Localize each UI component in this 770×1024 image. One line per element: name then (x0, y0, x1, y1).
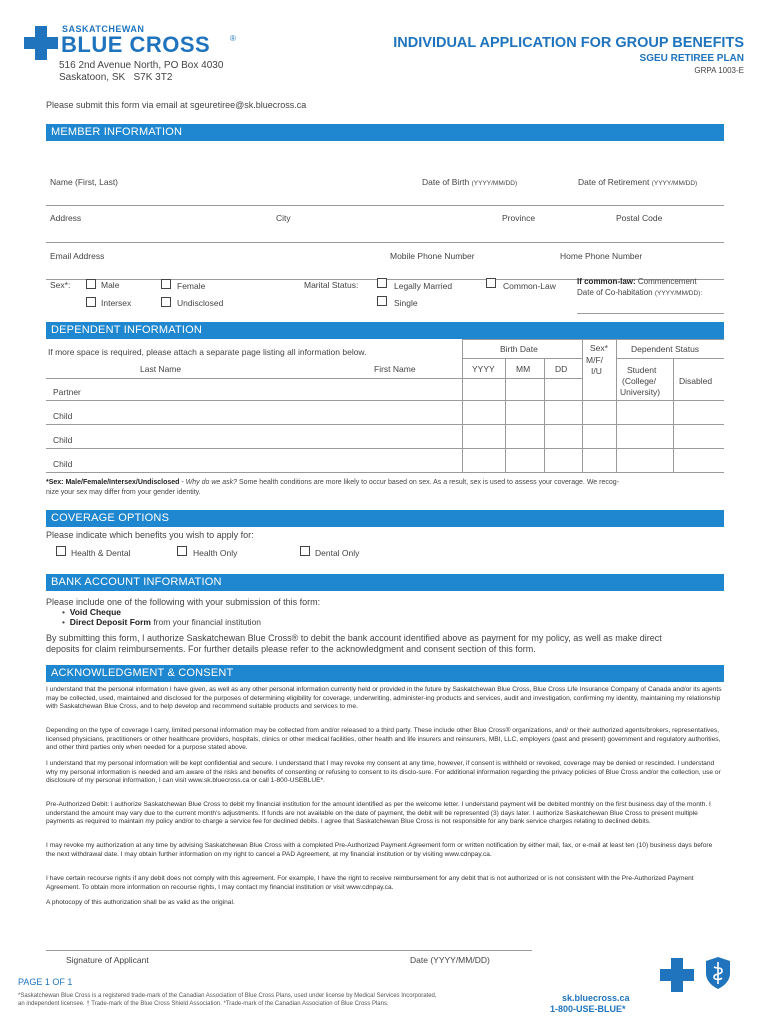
disabled-header: Disabled (679, 376, 713, 386)
signature-field[interactable] (46, 934, 391, 949)
marital-single-checkbox[interactable] (377, 296, 387, 306)
divider (46, 424, 724, 425)
address-label: Address (50, 213, 82, 223)
divider (616, 339, 617, 472)
ack-paragraph-3: I understand that my personal information will be kept confidential and secure. I understand that I may revoke my consent at any time, however, if consent is withheld or revoked, coverage may be denied or rescinded. I understand why my personal information is needed and am aware of the risks and benefits of consenting or refusing to consent to its disclo-sure. For additional information regarding the privacy policies of Blue Cross and/or the collection, use or disclosure of my personal information, I can visit www.sk.bluecross.ca or call 1-800-USEBLUE*. (46, 760, 721, 785)
mobile-phone-label: Mobile Phone Number (390, 251, 475, 261)
retirement-date-field[interactable] (578, 190, 723, 205)
cohabitation-date-field[interactable] (577, 298, 724, 313)
bank-section-header: BANK ACCOUNT INFORMATION (46, 574, 724, 591)
logo (24, 24, 249, 64)
mm-header: MM (516, 364, 531, 374)
dental-only-label: Dental Only (315, 548, 360, 558)
city-label: City (276, 213, 291, 223)
health-dental-label: Health & Dental (71, 548, 131, 558)
postal-code-label: Postal Code (616, 213, 663, 223)
sex-label: Sex*: (50, 280, 71, 290)
ack-paragraph-4: Pre-Authorized Debit: I authorize Saskatchewan Blue Cross to debit my financial institution for the amount identified as per the welcome letter. I understand payment will be debited monthly on the first business day of the month. I understand the amount may vary due to the current month's adjustments. If funds are not available on the date of payment, the debit will be represented (3) days later. I authorize Saskatchewan Blue Cross to present multiple payments as required to maintain my policy and/or to charge a service fee for declined debits. I agree that Saskatchewan Blue Cross is not responsible for any bank service charges relating to declined debits. (46, 801, 711, 826)
mobile-phone-field[interactable] (388, 264, 548, 279)
health-only-label: Health Only (193, 548, 238, 558)
dd-header: DD (555, 364, 568, 374)
marital-status-label: Marital Status: (304, 280, 359, 290)
marital-married-checkbox[interactable] (377, 278, 387, 288)
health-dental-checkbox[interactable] (56, 546, 66, 556)
sex-female-label: Female (177, 281, 206, 291)
sex-intersex-label: Intersex (101, 298, 132, 308)
common-law-label: If common-law: Commencement (577, 277, 697, 286)
last-name-header: Last Name (140, 364, 182, 374)
dob-label: Date of Birth (YYYY/MM/DD) (422, 177, 518, 187)
divider (46, 378, 582, 379)
student-header: Student (627, 365, 657, 375)
marital-married-label: Legally Married (394, 281, 453, 291)
signature-date-label: Date (YYYY/MM/DD) (410, 955, 490, 965)
blue-shield-icon (704, 956, 732, 990)
student-header-3: University) (620, 387, 661, 397)
table-row-label: Child (53, 435, 73, 445)
yyyy-header: YYYY (472, 364, 495, 374)
name-label: Name (First, Last) (50, 177, 119, 187)
divider (46, 448, 724, 449)
plan-subtitle: SGEU RETIREE PLAN (639, 53, 744, 64)
divider (505, 358, 506, 472)
dependent-section-header: DEPENDENT INFORMATION (46, 322, 724, 339)
legal-line-2: an independent licensee. † Trade-mark of the Blue Cross Shield Association. *Trade-mark of the Canadian Association of Blue Cross Plans. (18, 1001, 389, 1007)
divider (577, 313, 724, 314)
sex-header: Sex* (590, 343, 608, 353)
first-name-header: First Name (374, 364, 416, 374)
bank-item-void-cheque: • Void Cheque (62, 607, 122, 617)
marital-common-law-checkbox[interactable] (486, 278, 496, 288)
bank-auth-line-2: deposits for claim reimbursements. For further details please refer to the acknowledgment and consent section of this form. (46, 644, 536, 654)
sex-male-checkbox[interactable] (86, 279, 96, 289)
email-label: Email Address (50, 251, 105, 261)
dependent-status-header: Dependent Status (631, 344, 700, 354)
dob-field[interactable] (420, 190, 540, 205)
divider (462, 358, 582, 359)
marital-common-law-label: Common-Law (503, 281, 556, 291)
sex-intersex-checkbox[interactable] (86, 297, 96, 307)
blue-cross-icon (24, 26, 58, 60)
divider (462, 339, 724, 340)
legal-line-1: *Saskatchewan Blue Cross is a registered trade-mark of the Canadian Association of Blue Cross Plans, used under license by Medical Services Incorporated, (18, 993, 437, 999)
birth-date-header: Birth Date (500, 344, 538, 354)
form-code: GRPA 1003-E (694, 66, 744, 75)
divider (46, 950, 532, 951)
address-line-1: 516 2nd Avenue North, PO Box 4030 (59, 60, 224, 71)
ack-paragraph-6: I have certain recourse rights if any debit does not comply with this agreement. For example, I have the right to receive reimbursement for any debit that is not authorized or is not consistent with the Pre-Authorized Payment Agreement. To obtain more information on recourse rights, I may contact my financial institution or visit www.cdnpay.ca. (46, 875, 694, 891)
divider (46, 205, 724, 206)
divider (544, 358, 545, 472)
ack-paragraph-7: A photocopy of this authorization shall be as valid as the original. (46, 899, 235, 906)
cohabitation-label: Date of Co-habitation (YYYY/MM/DD): (577, 288, 703, 297)
coverage-section-header: COVERAGE OPTIONS (46, 510, 724, 527)
divider (46, 242, 724, 243)
address-line-2: Saskatoon, SK S7K 3T2 (59, 72, 173, 83)
table-row-label: Partner (53, 387, 81, 397)
table-row-label: Child (53, 459, 73, 469)
ack-paragraph-1: I understand that the personal information I have given, as well as any other personal information currently held or provided in the future by Saskatchewan Blue Cross, Blue Cross Life Insurance Company of Canada and/or its agents may be collected, used, maintained and disclosed for the purposes of determining eligibility for coverage, underwriting, administer-ing products and services, audit and investigation, confirming my identity, maintaining my relationship with Saskatchewan Blue Cross, and to help develop and recommend suitable products and services to me. (46, 686, 722, 711)
ack-paragraph-2: Depending on the type of coverage I carry, limited personal information may be collected from and/or released to a third party. These include other Blue Cross® organizations, and/ or their authorized agents/brokers, representatives, licensed physicians, practitioners or other healthcare providers, hospitals, clinics or other medical facilities, other health and life insurers and reinsurers, MBI, LLC, employers (past and present) government and regulatory authorities, and other third parties only when needed for a purpose stated above. (46, 727, 721, 752)
table-row-label: Child (53, 411, 73, 421)
city-field[interactable] (276, 227, 496, 242)
coverage-prompt: Please indicate which benefits you wish to apply for: (46, 530, 254, 540)
signature-label: Signature of Applicant (66, 955, 149, 965)
sex-undisclosed-label: Undisclosed (177, 298, 224, 308)
marital-single-label: Single (394, 298, 418, 308)
footer-phone: 1-800-USE-BLUE* (550, 1004, 626, 1014)
member-section-header: MEMBER INFORMATION (46, 124, 724, 141)
home-phone-label: Home Phone Number (560, 251, 643, 261)
sex-female-checkbox[interactable] (161, 279, 171, 289)
dental-only-checkbox[interactable] (300, 546, 310, 556)
divider (673, 358, 674, 472)
divider (46, 400, 724, 401)
province-label: Province (502, 213, 536, 223)
sex-footnote-line-2: nize your sex may differ from your gender identity. (46, 489, 201, 496)
bank-item-direct-deposit: • Direct Deposit Form from your financial institution (62, 617, 262, 627)
divider (462, 339, 463, 472)
submit-note: Please submit this form via email at sgeuretiree@sk.bluecross.ca (46, 100, 307, 110)
divider (582, 339, 583, 472)
sex-options-header: M/F/ (586, 355, 603, 365)
name-field[interactable] (46, 190, 416, 205)
logo-top-text: SASKATCHEWAN (62, 24, 145, 34)
logo-reg-mark: ® (230, 34, 236, 43)
email-field[interactable] (46, 264, 376, 279)
footer-website-link[interactable]: sk.bluecross.ca (562, 993, 630, 1003)
address-field[interactable] (46, 227, 272, 242)
postal-code-field[interactable] (616, 227, 724, 242)
ack-section-header: ACKNOWLEDGMENT & CONSENT (46, 665, 724, 682)
bank-auth-line-1: By submitting this form, I authorize Saskatchewan Blue Cross® to debit the bank account identified above as payment for my policy, as well as make direct (46, 633, 662, 643)
health-only-checkbox[interactable] (177, 546, 187, 556)
sex-options-header-2: I/U (591, 366, 602, 376)
sex-undisclosed-checkbox[interactable] (161, 297, 171, 307)
sex-footnote: *Sex: Male/Female/Intersex/Undisclosed - Why do we ask? Some health conditions are more likely to occur based on sex. As a result, sex is used to assess your coverage. We recog- (46, 479, 619, 486)
dependent-note: If more space is required, please attach a separate page listing all information below. (48, 347, 367, 357)
sex-male-label: Male (101, 280, 120, 290)
bank-prompt: Please include one of the following with your submission of this form: (46, 597, 321, 607)
student-header-2: (College/ (622, 376, 657, 386)
signature-date-field[interactable] (400, 934, 530, 949)
page-number: PAGE 1 OF 1 (18, 977, 73, 987)
ack-paragraph-5: I may revoke my authorization at any time by advising Saskatchewan Blue Cross with a completed Pre-Authorized Payment Agreement form or written notification by either mail, fax, or e-mail at least ten (10) business days before the next withdrawal date. I may obtain further information on my right to cancel a PAD Agreement, at my financial institution or by visiting www.cdnpay.ca. (46, 842, 713, 858)
divider (46, 472, 724, 473)
divider (616, 358, 724, 359)
retirement-date-label: Date of Retirement (YYYY/MM/DD) (578, 177, 698, 187)
logo-name-text: BLUE CROSS (61, 32, 211, 57)
page-title: INDIVIDUAL APPLICATION FOR GROUP BENEFITS (393, 35, 744, 51)
province-field[interactable] (502, 227, 612, 242)
blue-cross-footer-icon (660, 958, 694, 992)
